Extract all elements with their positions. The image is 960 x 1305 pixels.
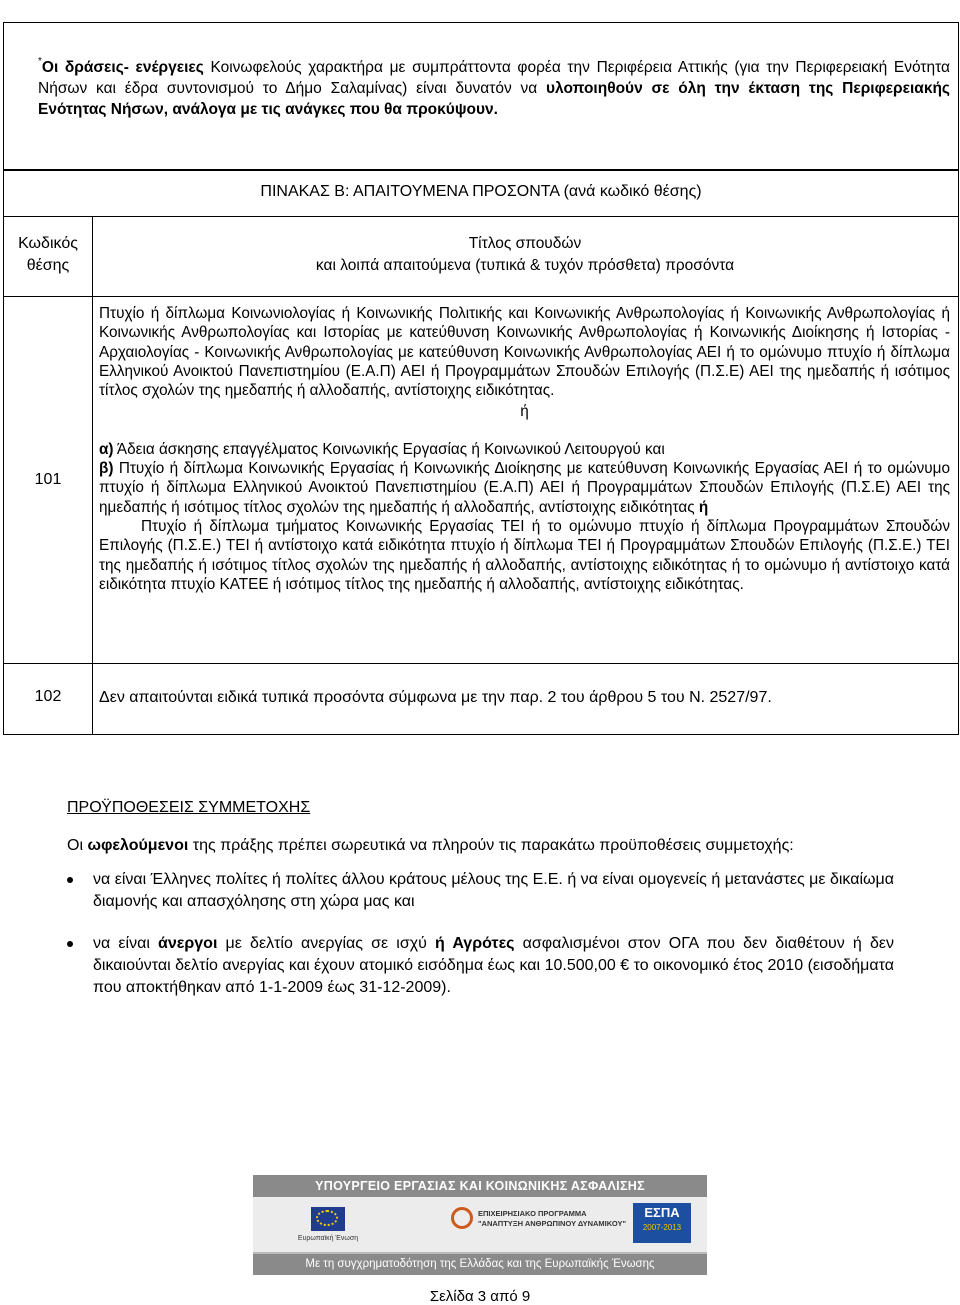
eu-label: Ευρωπαϊκή Ένωση	[297, 1235, 359, 1242]
conditions-list	[67, 869, 894, 999]
bullet-text-1: να είναι Έλληνες πολίτες ή πολίτες άλλου κράτους μέλους της Ε.Ε. ή να είναι ομογενείς ή μετανάστες με δικαίωμα διαμονής και απασχόλησης στη χώρα μας και	[93, 871, 894, 910]
row-code-102: 102	[34, 688, 62, 705]
conditions-intro	[67, 835, 894, 857]
column-header-code-line2: θέσης	[26, 257, 70, 274]
divider	[4, 663, 958, 664]
column-header-title-line1: Τίτλος σπουδών	[468, 235, 582, 252]
text-b: Πτυχίο ή δίπλωμα Κοινωνικής Εργασίας ή Κοινωνικής Διοίκησης με κατεύθυνση Κοινωνικής Εργασίας ΑΕΙ ή το ομώνυμο πτυχίο ή δίπλωμα Ελληνικού Ανοικτού Πανεπιστημίου (Ε.Α.Π) ΑΕΙ ή Προγραμμάτων Σπουδών Επιλογής (Π.Σ.Ε) ΑΕΙ της ημεδαπής ή ισότιμος τίτλος σχολών της ημεδαπής ή αλλοδαπής, αντίστοιχης ειδικότητας	[99, 460, 950, 516]
b2-mid: με δελτίο ανεργίας σε ισχύ	[217, 935, 436, 952]
funding-banner	[253, 1175, 707, 1275]
program-name	[478, 1209, 628, 1229]
label-b: β)	[99, 460, 114, 478]
b2-bold2: ή Αγρότες	[435, 935, 515, 952]
b2-post: ασφαλισμένοι στον ΟΓΑ που δεν διαθέτουν ή δεν δικαιούνται δελτίο ανεργίας και έχουν ατομικό εισόδημα έως και 10.500,00 € το οικονομικό έτος 2010 (εισοδήματα που αποκτήθηκαν από 1-1-2009 έως 31-12-2009).	[93, 935, 895, 996]
column-header-title-line2: και λοιπά απαιτούμενα (τυπικά & τυχόν πρόσθετα) προσόντα	[315, 257, 735, 274]
intro-post: της πράξης πρέπει σωρευτικά να πληρούν τις παρακάτω προϋποθέσεις συμμετοχής:	[188, 837, 794, 854]
column-header-code-line1: Κωδικός	[18, 235, 78, 252]
label-a: α)	[99, 440, 114, 458]
logo-strip	[253, 1197, 707, 1252]
row-code-101: 101	[34, 471, 62, 488]
conditions-title: ΠΡΟΫΠΟΘΕΣΕΙΣ ΣΥΜΜΕΤΟΧΗΣ	[67, 799, 311, 816]
program-line1: ΕΠΙΧΕΙΡΗΣΙΑΚΟ ΠΡΟΓΡΑΜΜΑ	[478, 1209, 587, 1218]
or-b: ή	[698, 498, 709, 516]
note-text: Κοινωφελούς χαρακτήρα με συμπράττοντα φορέα την Περιφέρεια Αττικής (για την Περιφερειακή Ενότητα Νήσων και έδρα συντονισμού το Δήμο Σαλαμίνας) είναι δυνατόν να	[38, 59, 950, 98]
qualification-b-cont: Πτυχίο ή δίπλωμα τμήματος Κοινωνικής Εργασίας ΤΕΙ ή το ομώνυμο πτυχίο ή δίπλωμα Προγραμμάτων Σπουδών Επιλογής (Π.Σ.Ε.) ΤΕΙ ή αντίστοιχο κατά ειδικότητα πτυχίο ή δίπλωμα ΤΕΙ ή Προγραμμάτων Σπουδών Επιλογής (Π.Σ.Ε.) ΤΕΙ της ημεδαπής ή ισότιμος τίτλος σχολών της ημεδαπής ή αλλοδαπής, αντίστοιχης ειδικότητας ή το ομώνυμο ή αντίστοιχο κατά ειδικότητα πτυχίο ΚΑΤΕΕ ή ισότιμος τίτλος της ημεδαπής ή αλλοδαπής, αντίστοιχης ειδικότητας.	[99, 517, 950, 593]
eu-flag-icon	[311, 1207, 345, 1231]
page-number: Σελίδα 3 από 9	[429, 1288, 531, 1305]
program-logo-icon	[451, 1207, 473, 1229]
row-102-qualifications: Δεν απαιτούνται ειδικά τυπικά προσόντα σύμφωνα με την παρ. 2 του άρθρου 5 του Ν. 2527/97.	[99, 689, 772, 706]
espa-logo	[633, 1203, 691, 1243]
list-item	[67, 869, 894, 913]
qualification-para-1: Πτυχίο ή δίπλωμα Κοινωνιολογίας ή Κοινωνικής Πολιτικής και Κοινωνικής Ανθρωπολογίας ή Κοινωνικής Ανθρωπολογίας ή Κοινωνικής Ανθρωπολογίας και Ιστορίας με κατεύθυνση Κοινωνικής Ανθρωπολογίας ή Κοινωνικής Διοίκησης ή Ιστορίας - Αρχαιολογίας - Κοινωνικής Ανθρωπολογίας με κατεύθυνση Κοινωνικής Ανθρωπολογίας ΑΕΙ ή το ομώνυμο πτυχίο ή δίπλωμα Ελληνικού Ανοικτού Πανεπιστημίου (Ε.Α.Π) ΑΕΙ ή Προγραμμάτων Σπουδών Επιλογής (Π.Σ.Ε) ΑΕΙ της ημεδαπής ή ισότιμος τίτλος σχολών της ημεδαπής ή αλλοδαπής, αντίστοιχης ειδικότητας.	[99, 305, 950, 400]
table-title: ΠΙΝΑΚΑΣ Β: ΑΠΑΙΤΟΥΜΕΝΑ ΠΡΟΣΟΝΤΑ (ανά κωδικό θέσης)	[260, 183, 702, 200]
bullet-icon	[67, 877, 73, 883]
espa-years: 2007-2013	[642, 1223, 682, 1232]
note-emphasis: υλοποιηθούν σε όλη την έκταση της Περιφερειακής Ενότητας Νήσων, ανάλογα με τις ανάγκες που θα προκύψουν.	[38, 80, 950, 119]
intro-pre: Οι	[67, 837, 88, 854]
cofunding-footer: Με τη συγχρηματοδότηση της Ελλάδας και της Ευρωπαϊκής Ένωσης	[253, 1254, 707, 1275]
column-header-code	[4, 233, 92, 277]
qualifications-table	[3, 170, 959, 735]
intro-bold: ωφελούμενοι	[87, 837, 189, 854]
divider	[4, 296, 958, 297]
qualification-a	[99, 440, 950, 459]
column-divider	[92, 216, 93, 734]
ministry-header: ΥΠΟΥΡΓΕΙΟ ΕΡΓΑΣΙΑΣ ΚΑΙ ΚΟΙΝΩΝΙΚΗΣ ΑΣΦΑΛΙΣΗΣ	[253, 1175, 707, 1197]
asterisk: *	[38, 56, 42, 67]
b2-bold1: άνεργοι	[158, 935, 218, 952]
column-header-title	[92, 233, 958, 277]
bullet-icon	[67, 941, 73, 947]
qualification-b	[99, 459, 950, 517]
row-101-qualifications	[99, 304, 950, 594]
note-box	[3, 22, 959, 170]
program-line2: "ΑΝΑΠΤΥΞΗ ΑΝΘΡΩΠΙΝΟΥ ΔΥΝΑΜΙΚΟΥ"	[478, 1219, 627, 1228]
divider	[4, 216, 958, 217]
or-separator: ή	[520, 403, 529, 421]
note-lead: Οι δράσεις- ενέργειες	[41, 59, 204, 77]
b2-pre: να είναι	[93, 935, 159, 952]
espa-title: ΕΣΠΑ	[644, 1205, 680, 1220]
conditions-section	[67, 797, 894, 999]
list-item	[67, 933, 894, 999]
text-a: Άδεια άσκησης επαγγέλματος Κοινωνικής Εργασίας ή Κοινωνικού Λειτουργού και	[113, 440, 665, 458]
